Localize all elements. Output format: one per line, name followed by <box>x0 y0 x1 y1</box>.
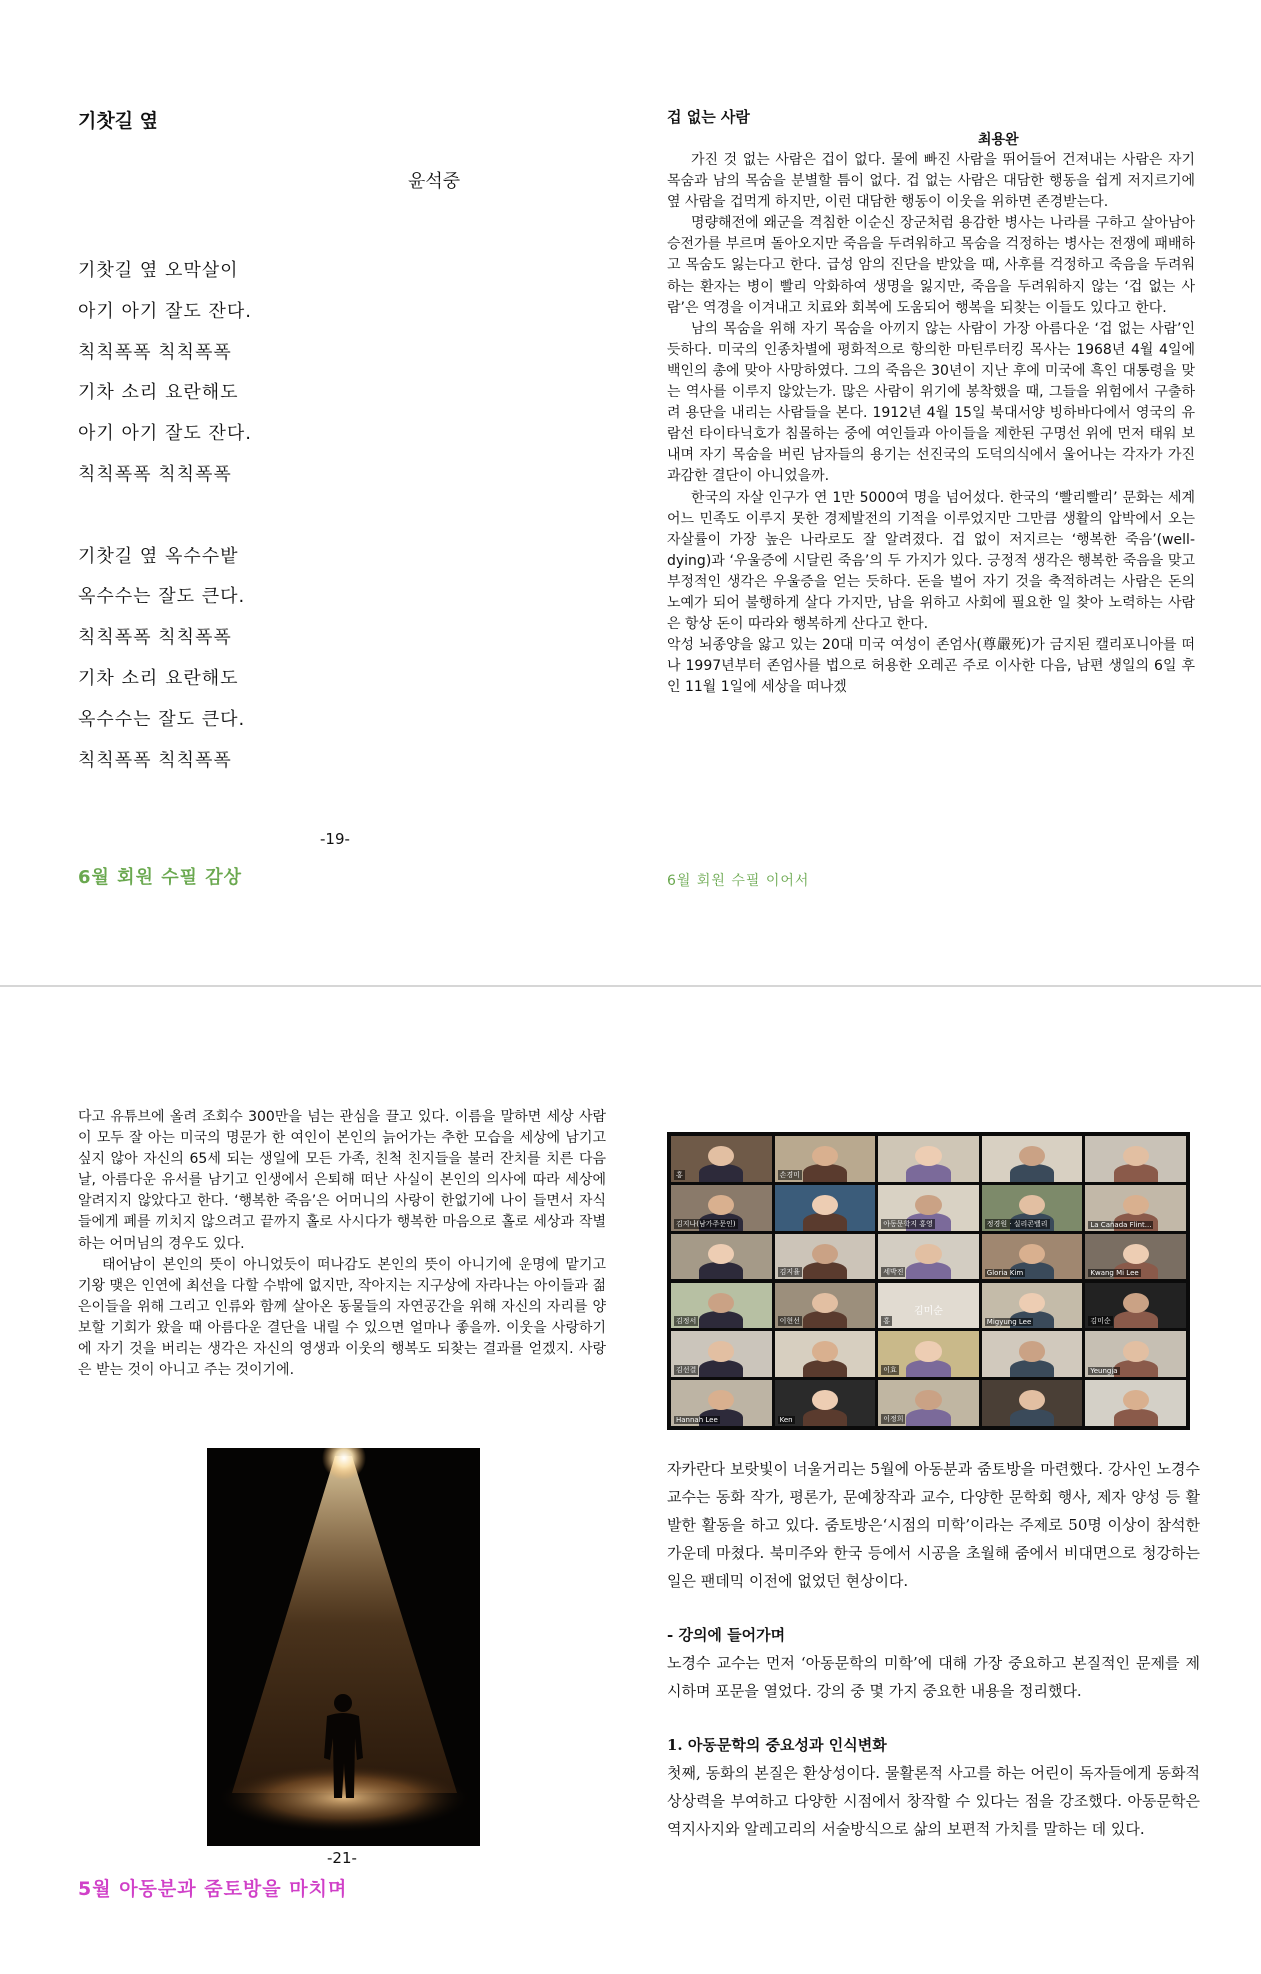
participant-face <box>812 1390 838 1410</box>
participant-figure <box>803 1213 847 1230</box>
participant-name-label: 정경원 · 실리콘밸리 <box>986 1219 1048 1228</box>
section-heading: 1. 아동문학의 중요성과 인식변화 <box>667 1736 887 1754</box>
participant-tile <box>671 1331 772 1377</box>
participant-tile <box>1085 1380 1186 1426</box>
participant-face <box>1123 1244 1149 1264</box>
participant-name-label: 김미순 <box>1090 1317 1111 1326</box>
participant-face <box>1019 1195 1045 1215</box>
poem-line: 기차 소리 요란해도 <box>78 667 239 689</box>
participant-face <box>1123 1146 1149 1166</box>
section-text: 첫째, 동화의 본질은 환상성이다. 물활론적 사고를 하는 어린이 독자들에게 동화적 상상력을 부여하고 다양한 시점에서 창작할 수 있다는 점을 강조했다. 아동문학은 역지사지와 알레고리의 서술방식으로 삶의 보편적 가치를 말하는 데 있다. <box>667 1764 1200 1838</box>
participant-tile <box>982 1380 1083 1426</box>
participant-figure <box>1010 1409 1054 1426</box>
participant-name-label: Gloria Kim <box>986 1269 1024 1278</box>
participant-figure <box>906 1360 950 1377</box>
participant-tile <box>775 1234 876 1280</box>
participant-tile <box>775 1283 876 1329</box>
participant-name-label: 홍 <box>676 1170 683 1179</box>
participant-figure <box>803 1164 847 1181</box>
participant-tile <box>878 1380 979 1426</box>
essay-continuation <box>78 1107 606 1381</box>
participant-tile <box>982 1185 1083 1231</box>
participant-name-label: 이현선 <box>779 1317 800 1326</box>
participant-tile <box>878 1136 979 1182</box>
poem-title: 기찻길 옆 <box>78 110 159 132</box>
participant-name-display: 김미순 <box>913 1305 943 1317</box>
participant-name-label: 아동문학지 홍영 <box>883 1219 933 1228</box>
participant-name-label: Yeungja <box>1090 1367 1118 1376</box>
poem-line: 옥수수는 잘도 큰다. <box>78 708 246 730</box>
participant-name-label: 이정희 <box>883 1414 904 1423</box>
participant-face <box>708 1146 734 1166</box>
participant-name-label: 이효 <box>883 1366 897 1375</box>
participant-tile <box>775 1136 876 1182</box>
participant-tile <box>1085 1283 1186 1329</box>
participant-face <box>1019 1341 1045 1361</box>
stanza-gap <box>78 502 252 543</box>
page-footer: 6월 회원 수필 이어서 <box>667 873 810 889</box>
page-footer: 5월 아동분과 줌토방을 마치며 <box>78 1878 348 1900</box>
participant-figure <box>1010 1360 1054 1377</box>
essay-body <box>667 150 1195 698</box>
essay-paragraph: 명량해전에 왜군을 격침한 이순신 장군처럼 용감한 병사는 나라를 구하고 살아남아 승전가를 부르며 돌아오지만 죽음을 두려워하고 목숨을 걱정하는 병사는 전쟁에 패배하고 목숨도 잃는다고 한다. 급성 암의 진단을 받았을 때, 사후를 걱정하고 죽음을 두려워하는 환자는 병이 빨리 악화하여 생명을 잃지만, 죽음을 두려워하지 않는 ‘겁 없는 사람’은 역경을 이겨내고 치료와 회복에 도움되어 행복을 되찾는 이들도 있다고 한다. <box>667 215 1195 316</box>
page-number: -21- <box>327 1849 357 1867</box>
participant-tile <box>671 1234 772 1280</box>
participant-name-label: La Cañada Flint... <box>1090 1220 1152 1229</box>
participant-tile <box>1085 1331 1186 1377</box>
participant-face <box>1019 1293 1045 1313</box>
participant-figure <box>699 1164 743 1181</box>
participant-name-label: 김지율 <box>779 1268 800 1277</box>
poem-line: 기찻길 옆 오막살이 <box>78 260 239 281</box>
participant-tile <box>1085 1234 1186 1280</box>
participant-face <box>915 1244 941 1264</box>
participant-figure <box>1114 1360 1158 1377</box>
participant-face <box>1123 1195 1149 1215</box>
participant-tile <box>775 1185 876 1231</box>
participant-figure <box>1114 1311 1158 1328</box>
participant-face <box>812 1244 838 1264</box>
poem-line: 아기 아기 잘도 잔다. <box>78 423 252 445</box>
zoom-meeting-screenshot <box>667 1132 1190 1430</box>
participant-face <box>915 1195 941 1215</box>
spotlight-photo <box>207 1448 480 1846</box>
participant-face <box>812 1341 838 1361</box>
participant-tile <box>878 1331 979 1377</box>
meeting-report <box>667 1455 1200 1843</box>
poem-line: 칙칙폭폭 칙칙폭폭 <box>78 749 232 771</box>
participant-tile <box>982 1283 1083 1329</box>
participant-tile <box>878 1234 979 1280</box>
participant-face <box>708 1195 734 1215</box>
participant-face <box>812 1146 838 1166</box>
participant-tile <box>671 1185 772 1231</box>
essay-paragraph: 다고 유튜브에 올려 조회수 300만을 넘는 관심을 끌고 있다. 이름을 말하면 세상 사람이 모두 잘 아는 미국의 명문가 한 여인이 본인의 늙어가는 추한 모습을 세상에 남기고 싶지 않아 자신의 65세 되는 생일에 모든 가족, 친척 친지들을 불러 잔치를 치른 다음날, 아름다운 유서를 남기고 인생에서 은퇴해 떠난 사실이 본인의 의사에 따라 세상에 알려지지 않았다고 한다. ‘행복한 죽음’은 어머니의 사랑이 한없기에 나이 들면서 자식들에게 폐를 끼치지 않으려고 끝까지 홀로 사시다가 행복한 마음으로 홀로 세상과 작별하는 어머님의 경우도 있다. <box>78 1109 606 1252</box>
participant-tile <box>671 1283 772 1329</box>
participant-name-label: 김지나(남가주문인) <box>676 1219 736 1228</box>
poem-body <box>78 257 252 787</box>
participant-name-label: 세박진 <box>883 1268 904 1277</box>
participant-figure <box>699 1262 743 1279</box>
page-divider <box>0 985 1261 987</box>
essay-author: 최용완 <box>978 132 1019 148</box>
participant-face <box>915 1341 941 1361</box>
poem-line: 칙칙폭폭 칙칙폭폭 <box>78 341 232 363</box>
participant-figure <box>803 1311 847 1328</box>
participant-name-label: Migyung Lee <box>986 1318 1032 1327</box>
essay-paragraph: 남의 목숨을 위해 자기 목숨을 아끼지 않는 사람이 가장 아름다운 ‘겁 없는 사람’인 듯하다. 미국의 인종차별에 평화적으로 항의한 마틴루터킹 목사는 1968년 4월 4일에 백인의 총에 맞아 사망하였다. 그의 죽음은 30년이 지난 후에 미국에 흑인 대통령을 맞는 역사를 이루지 않았는가. 많은 사람이 위기에 봉착했을 때, 그들을 위험에서 구출하려 용단을 내리는 사람들을 본다. 1912년 4월 15일 북대서양 빙하바다에서 영국의 유람선 타이타닉호가 침몰하는 중에 여인들과 아이들을 제한된 구명선 위에 먼저 태워 보내며 자기 목숨을 버린 남자들의 용기는 선진국의 도덕의식에서 울어나는 각자가 가진 과감한 결단이 아니었을까. <box>667 320 1195 485</box>
participant-figure <box>1010 1164 1054 1181</box>
participant-face <box>812 1195 838 1215</box>
poem-line: 칙칙폭폭 칙칙폭폭 <box>78 627 232 649</box>
poem-line: 기찻길 옆 옥수수밭 <box>78 545 239 567</box>
participant-tile <box>982 1234 1083 1280</box>
participant-tile <box>671 1136 772 1182</box>
essay-paragraph: 한국의 자살 인구가 연 1만 5000여 명을 넘어섰다. 한국의 ‘빨리빨리’ 문화는 세계 어느 민족도 이루지 못한 경제발전의 기적을 이루었지만 그만큼 생활의 압박에서 오는 자살률이 가장 높은 나라로도 잘 알려졌다. 겁 없이 저지르는 ‘행복한 죽음’(well-dying)과 ‘우울증에 시달린 죽음’의 두 가지가 있다. 긍정적 생각은 행복한 죽음을 맞고 부정적인 생각은 우울증을 얻는 듯하다. 돈을 벌어 자기 것을 축적하려는 사람은 돈의 노예가 되어 불행하게 살다 가지만, 남을 위하고 사회에 필요한 일 찾아 노력하는 사람은 항상 돈이 따라와 행복하게 산다고 한다. <box>667 489 1196 633</box>
section-text: 노경수 교수는 먼저 ‘아동문학의 미학’에 대해 가장 중요하고 본질적인 문제를 제시하며 포문을 열었다. 강의 중 몇 가지 중요한 내용을 정리했다. <box>667 1654 1200 1700</box>
participant-name-label: Hannah Lee <box>676 1415 718 1424</box>
participant-figure <box>803 1360 847 1377</box>
participant-figure <box>803 1409 847 1426</box>
participant-tile <box>982 1136 1083 1182</box>
participant-face <box>708 1341 734 1361</box>
page-footer: 6월 회원 수필 감상 <box>78 867 243 888</box>
participant-tile <box>982 1331 1083 1377</box>
participant-figure <box>699 1311 743 1328</box>
poem-line: 아기 아기 잘도 잔다. <box>78 300 252 322</box>
participant-face <box>1123 1293 1149 1313</box>
participant-face <box>708 1390 734 1410</box>
poem-author: 윤석중 <box>408 171 461 192</box>
participant-face <box>708 1293 734 1313</box>
essay-paragraph: 태어남이 본인의 뜻이 아니었듯이 떠나감도 본인의 뜻이 아니기에 운명에 맡기고 기왕 맺은 인연에 최선을 다할 수밖에 없지만, 작아지는 지구상에 자라나는 아이들과 젊은이들을 위해 그리고 인류와 함께 살아온 동물들의 자연공간을 위해 자신의 자리를 양보할 기회가 왔을 때 아름다운 결단을 내릴 수 있으면 얼마나 좋을까. 이웃을 사랑하기에 자기 것을 버리는 생각은 자신의 영생과 이웃의 행복도 되찾는 결과를 얻겠지. 사랑은 받는 것이 아니고 주는 것이기에. <box>78 1256 606 1379</box>
essay-paragraph: 악성 뇌종양을 앓고 있는 20대 미국 여성이 존엄사(尊嚴死)가 금지된 캘리포니아를 떠나 1997년부터 존엄사를 법으로 허용한 오레곤 주로 이사한 다음, 남편 생일의 6일 후인 11월 1일에 세상을 떠나겠 <box>667 637 1195 696</box>
participant-figure <box>1114 1409 1158 1426</box>
participant-tile <box>878 1185 979 1231</box>
section-heading: - 강의에 들어가며 <box>667 1626 786 1644</box>
participant-name-label: 손경미 <box>779 1170 800 1179</box>
essay-title: 겁 없는 사람 <box>667 108 750 126</box>
participant-name-label: 홍 <box>883 1317 890 1326</box>
participant-face <box>812 1293 838 1313</box>
participant-tile <box>1085 1136 1186 1182</box>
participant-tile <box>1085 1185 1186 1231</box>
participant-face <box>1019 1146 1045 1166</box>
participant-tile <box>671 1380 772 1426</box>
participant-figure <box>906 1262 950 1279</box>
report-intro: 자카란다 보랏빛이 너울거리는 5월에 아동분과 줌토방을 마련했다. 강사인 노경수 교수는 동화 작가, 평론가, 문예창작과 교수, 다양한 문학회 행사, 제자 양성 등 활발한 활동을 하고 있다. 줌토방은‘시점의 미학’이라는 주제로 50명 이상이 참석한 가운데 마쳤다. 북미주와 한국 등에서 시공을 초월해 줌에서 비대면으로 청강하는 일은 팬데믹 이전에 없었던 현상이다. <box>667 1460 1200 1590</box>
participant-name-label: Ken <box>779 1415 793 1424</box>
participant-figure <box>906 1164 950 1181</box>
participant-face <box>1019 1244 1045 1264</box>
essay-paragraph: 가진 것 없는 사람은 겁이 없다. 물에 빠진 사람을 뛰어들어 건져내는 사람은 자기 목숨과 남의 목숨을 분별할 틈이 없다. 겁 없는 사람은 대담한 행동을 쉽게 저지르기에 옆 사람을 겁먹게 하지만, 이런 대담한 행동이 이웃을 위하면 존경받는다. <box>667 152 1195 211</box>
participant-face <box>1019 1390 1045 1410</box>
participant-tile <box>878 1283 979 1329</box>
participant-figure <box>699 1360 743 1377</box>
page-number: -19- <box>320 830 350 848</box>
participant-figure <box>1114 1164 1158 1181</box>
participant-face <box>915 1390 941 1410</box>
participant-name-label: Kwang Mi Lee <box>1090 1269 1139 1278</box>
participant-face <box>708 1244 734 1264</box>
participant-name-label: 김정서 <box>676 1317 697 1326</box>
participant-face <box>1123 1390 1149 1410</box>
participant-name-label: 김선결 <box>676 1366 697 1375</box>
participant-figure <box>803 1262 847 1279</box>
participant-tile <box>775 1380 876 1426</box>
spotlight-illustration <box>207 1448 480 1846</box>
poem-line: 칙칙폭폭 칙칙폭폭 <box>78 463 232 485</box>
participant-face <box>1123 1341 1149 1361</box>
participant-figure <box>906 1409 950 1426</box>
participant-face <box>915 1146 941 1166</box>
participant-tile <box>775 1331 876 1377</box>
poem-line: 옥수수는 잘도 큰다. <box>78 586 246 608</box>
poem-line: 기차 소리 요란해도 <box>78 382 239 404</box>
